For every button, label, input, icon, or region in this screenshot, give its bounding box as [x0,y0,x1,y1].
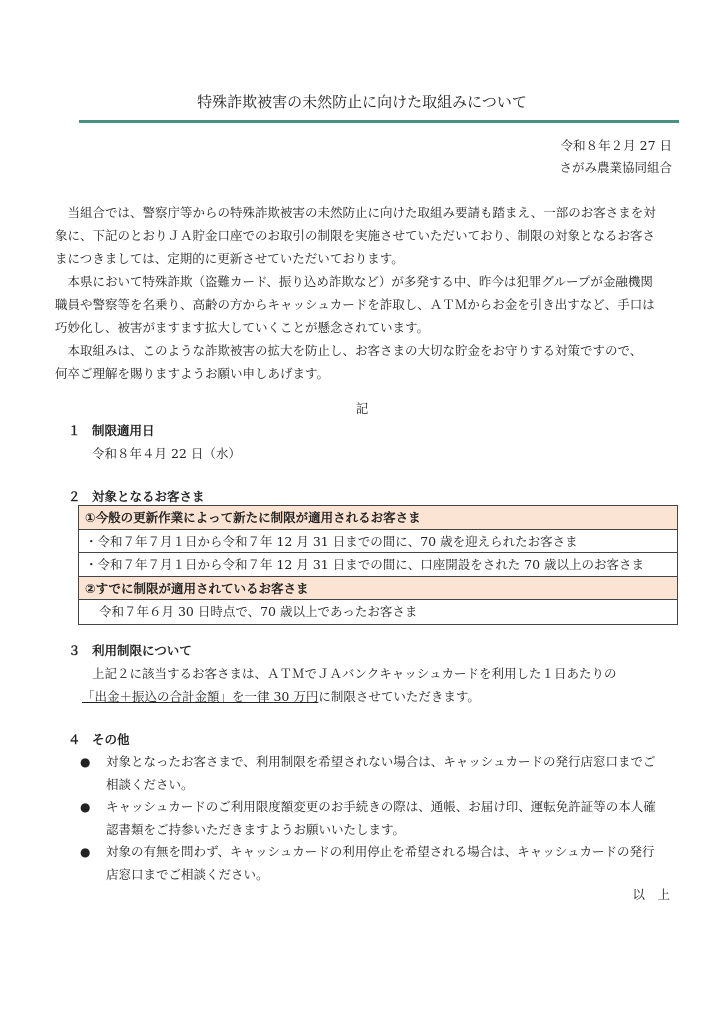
list-item [106,750,656,796]
list-item [106,795,656,841]
table-row: 令和７年６月 30 日時点で、70 歳以上であったお客さま [99,604,418,619]
bullet-icon: ● [80,755,91,769]
list-item-line: キャッシュカードのご利用限度額変更のお手続きの際は、通帳、お届け印、運転免許証等の本人確 [106,799,656,814]
table-header-existing-restrictions: ②すでに制限が適用されているお客さま [79,577,677,601]
ki-heading: 記 [355,401,369,416]
intro-paragraph [55,201,656,385]
section-4-number: ４ [68,732,81,747]
section-2-number: ２ [68,489,81,504]
organization-name: さがみ農業協同組合 [559,160,672,175]
section-2-heading: 対象となるお客さま [92,489,205,504]
restriction-date: 令和８年４月 22 日（水） [92,446,241,461]
section-1-heading: 制限適用日 [92,423,155,438]
restriction-description: 上記２に該当するお客さまは、ＡＴＭでＪＡバンクキャッシュカードを利用した１日あたりの [92,666,617,681]
intro-line: まにつきましては、定期的に更新させていただいております。 [55,251,404,266]
list-item-line: 認書類をご持参いただきますようお願いいたします。 [106,822,406,837]
section-3-heading: 利用制限について [92,643,192,658]
intro-line: 本県において特殊詐欺（盗難カード、振り込め詐欺など）が多発する中、昨今は犯罪グループが金融機関 [55,274,653,289]
intro-line: 象に、下記のとおりＪＡ貯金口座でのお取引の制限を実施させていただいており、制限の対象となるお客さ [55,228,656,243]
target-customers-table [78,505,678,625]
restriction-amount-suffix: に制限させていただきます。 [318,689,480,704]
list-item-line: 対象となったお客さまで、利用制限を希望されない場合は、キャッシュカードの発行店窓口までご [106,754,656,769]
table-row: ・令和７年７月１日から令和７年 12 月 31 日までの間に、口座開設をされた 70 歳以上のお客さま [79,553,677,577]
table-row: ・令和７年７月１日から令和７年 12 月 31 日までの間に、70 歳を迎えられたお客さま [79,530,677,554]
closing-mark: 以 上 [632,887,670,902]
document-date: 令和８年２月 27 日 [560,138,672,153]
list-item-line: 対象の有無を問わず、キャッシュカードの利用停止を希望される場合は、キャッシュカードの発行 [106,844,655,859]
list-item-line: 店窓口までご相談ください。 [106,867,269,882]
section-3-number: ３ [68,643,81,658]
table-header-new-restrictions: ①今般の更新作業によって新たに制限が適用されるお客さま [79,506,677,530]
list-item-line: 相談ください。 [106,777,194,792]
intro-line: 巧妙化し、被害がますます拡大していくことが懸念されています。 [55,320,430,335]
document-title: 特殊詐欺被害の未然防止に向けた取組みについて [197,93,527,111]
restriction-amount-line [82,687,480,705]
restriction-amount: 「出金＋振込の合計金額」を一律 30 万円 [82,689,319,704]
bullet-icon: ● [80,845,91,859]
intro-line: 本取組みは、このような詐欺被害の拡大を防止し、お客さまの大切な貯金をお守りする対策ですので、 [55,343,643,358]
bullet-icon: ● [80,800,91,814]
section-1-number: １ [68,423,81,438]
title-underline [79,120,679,123]
section-4-heading: その他 [92,732,130,747]
intro-line: 当組合では、警察庁等からの特殊詐欺被害の未然防止に向けた取組み要請も踏まえ、一部のお客さまを対 [55,205,656,220]
list-item [106,840,655,886]
intro-line: 職員や警察等を名乗り、高齢の方からキャッシュカードを詐取し、ＡＴＭからお金を引き出すなど、手口は [55,297,655,312]
intro-line: 何卒ご理解を賜りますようお願い申しあげます。 [55,366,330,381]
